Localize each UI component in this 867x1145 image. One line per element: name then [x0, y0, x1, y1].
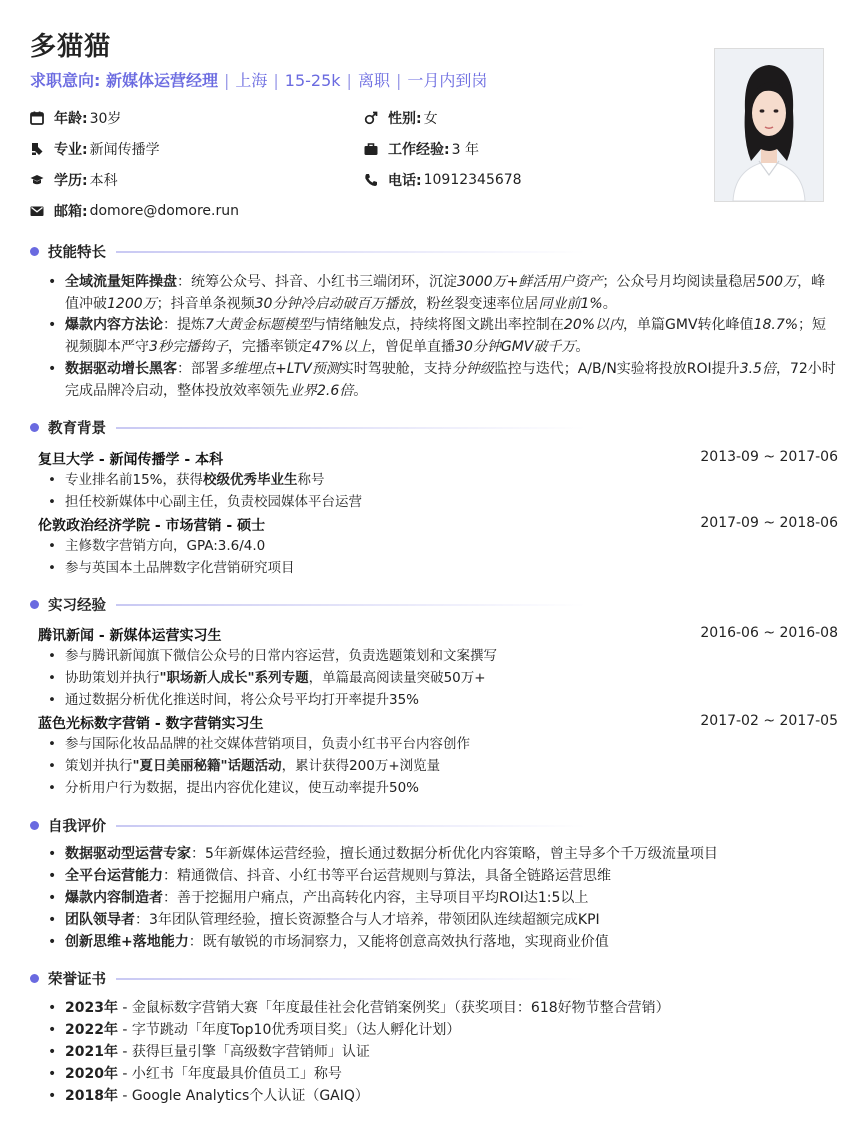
profile-photo: [714, 48, 824, 202]
section-dot: [30, 423, 39, 432]
info-label: 电话:: [388, 173, 422, 189]
bold-text: 全平台运营能力: [65, 868, 163, 884]
skill-item: [48, 272, 838, 315]
info-label: 年龄:: [54, 111, 88, 127]
job-intent-title: 求职意向: 新媒体运营经理: [30, 71, 218, 90]
gender-icon: [364, 111, 378, 125]
education-entry-fudan: [38, 449, 838, 469]
emphasis-text: 18.7%: [753, 317, 799, 334]
list-item: [48, 557, 828, 579]
text-segment: ；短视频脚本严守: [65, 317, 827, 356]
briefcase-icon: [364, 142, 378, 156]
section-title-education: [30, 417, 586, 438]
text-segment: 监控与迭代；A/B/N实验将投放ROI提升: [493, 360, 740, 377]
text-segment: - 金鼠标数字营销大赛「年度最佳社会化营销案例奖」（获奖项目：618好物节整合营销）: [117, 1000, 670, 1016]
honors-list: [48, 997, 828, 1107]
info-major: [30, 139, 160, 159]
section-dot: [30, 247, 39, 256]
text-segment: 策划并执行: [65, 758, 133, 774]
emphasis-text: 47%以上: [311, 339, 372, 356]
phone-icon: [364, 173, 378, 187]
text-segment: 参与腾讯新闻旗下微信公众号的日常内容运营，负责选题策划和文案撰写: [65, 648, 497, 664]
emphasis-text: 分钟级: [451, 360, 494, 377]
bold-text: 爆款内容制造者: [65, 890, 163, 906]
info-value: 女: [423, 111, 438, 127]
info-label: 性别:: [388, 111, 422, 127]
entry-date: 2017-02 ~ 2017-05: [700, 713, 838, 729]
honor-item: [48, 1019, 828, 1041]
graduation-cap-icon: [30, 173, 44, 187]
entry-date: 2017-09 ~ 2018-06: [700, 515, 838, 531]
info-value: 本科: [89, 173, 118, 189]
bold-text: 团队领导者: [65, 912, 135, 928]
honor-item: [48, 997, 828, 1019]
text-segment: ：3年团队管理经验，擅长资源整合与人才培养，带领团队连续超额完成KPI: [135, 912, 600, 928]
honor-item: [48, 1041, 828, 1063]
entry-date: 2016-06 ~ 2016-08: [700, 625, 838, 641]
bold-text: 数据驱动增长黑客: [65, 360, 177, 377]
job-intent: [30, 68, 487, 91]
section-title-self-eval: [30, 815, 586, 836]
section-divider: [116, 251, 586, 253]
section-label: 实习经验: [48, 598, 106, 614]
intent-location: 上海: [235, 71, 268, 90]
emphasis-text: 30分钟冷启动破百万播放: [254, 295, 413, 312]
info-age: [30, 108, 121, 128]
text-segment: - 字节跳动「年度Top10优秀项目奖」（达人孵化计划）: [117, 1022, 461, 1038]
bold-text: 2020年: [65, 1066, 118, 1082]
internship-bullets: [48, 733, 828, 799]
section-divider: [116, 604, 586, 606]
text-segment: ：既有敏锐的市场洞察力，又能将创意高效执行落地，实现商业价值: [188, 934, 609, 950]
skill-item: [48, 315, 838, 358]
section-divider: [116, 978, 586, 980]
avatar: [715, 49, 823, 201]
emphasis-text: 多维埋点+LTV预测: [219, 360, 340, 377]
info-label: 专业:: [54, 142, 88, 158]
section-label: 荣誉证书: [48, 972, 106, 988]
education-bullets: [48, 535, 828, 579]
text-segment: ，单篇GMV转化峰值: [623, 317, 754, 334]
book-icon: [30, 142, 44, 156]
info-label: 学历:: [54, 173, 88, 189]
text-segment: ，完播率锁定: [227, 339, 312, 356]
bold-text: 校级优秀毕业生: [203, 472, 298, 488]
internship-entry-tencent: [38, 625, 838, 645]
text-segment: ：提炼: [163, 317, 205, 334]
honor-item: [48, 1085, 828, 1107]
info-value: 30岁: [89, 111, 122, 127]
text-segment: ：善于挖掘用户痛点，产出高转化内容，主导项目平均ROI达1:5以上: [163, 890, 589, 906]
text-segment: - 小红书「年度最具价值员工」称号: [117, 1066, 342, 1082]
separator: |: [223, 71, 230, 90]
list-item: [48, 689, 828, 711]
emphasis-text: 3秒完播钩子: [149, 339, 228, 356]
bold-text: 2021年: [65, 1044, 118, 1060]
separator: |: [273, 71, 279, 90]
text-segment: ，曾促单直播: [371, 339, 456, 356]
self-eval-item: [48, 843, 828, 865]
entry-title: 蓝色光标数字营销 - 数字营销实习生: [38, 716, 264, 732]
candidate-name: 多猫猫: [30, 32, 112, 62]
list-item: [48, 777, 828, 799]
text-segment: 参与英国本土品牌数字化营销研究项目: [65, 560, 295, 576]
info-value: 新闻传播学: [89, 142, 160, 158]
section-label: 自我评价: [48, 819, 106, 835]
bold-text: "夏日美丽秘籍"话题活动: [132, 758, 282, 774]
text-segment: 担任校新媒体中心副主任，负责校园媒体平台运营: [65, 494, 362, 510]
text-segment: - 获得巨量引擎「高级数字营销师」认证: [117, 1044, 370, 1060]
section-dot: [30, 974, 39, 983]
emphasis-text: 1200万: [107, 295, 157, 312]
intent-salary: 15-25k: [284, 71, 341, 90]
skills-list: [48, 272, 838, 402]
text-segment: 专业排名前15%，获得: [65, 472, 204, 488]
list-item: [48, 755, 828, 777]
text-segment: ：统筹公众号、抖音、小红书三端闭环，沉淀: [177, 274, 457, 290]
self-eval-item: [48, 887, 828, 909]
bold-text: 创新思维+落地能力: [65, 934, 189, 950]
calendar-icon: [30, 111, 44, 125]
text-segment: 通过数据分析优化推送时间，将公众号平均打开率提升35%: [65, 692, 420, 708]
separator: |: [346, 71, 352, 90]
text-segment: 实时驾驶舱，支持: [339, 360, 452, 377]
emphasis-text: 3.5倍: [739, 360, 776, 377]
info-value: domore@domore.run: [89, 203, 239, 219]
internship-entry-bluefocus: [38, 713, 838, 733]
entry-date: 2013-09 ~ 2017-06: [700, 449, 838, 465]
emphasis-text: 30分钟GMV破千万: [455, 339, 576, 356]
text-segment: 称号: [297, 472, 325, 488]
emphasis-text: 3000万+鲜活用户资产: [457, 274, 603, 290]
emphasis-text: 20%以内: [563, 317, 624, 334]
bold-text: "职场新人成长"系列专题: [159, 670, 309, 686]
text-segment: 与情绪触发点，持续将图文跳出率控制在: [311, 317, 564, 334]
text-segment: 主修数字营销方向，GPA:3.6/4.0: [65, 538, 266, 554]
entry-title: 腾讯新闻 - 新媒体运营实习生: [38, 628, 222, 644]
separator: |: [395, 71, 402, 90]
section-label: 教育背景: [48, 421, 106, 437]
section-dot: [30, 821, 39, 830]
section-divider: [116, 825, 586, 827]
bold-text: 2018年: [65, 1088, 118, 1104]
text-segment: ，粉丝裂变速率位居: [412, 295, 539, 312]
info-education: [30, 170, 118, 190]
text-segment: ，累计获得200万+浏览量: [281, 758, 441, 774]
emphasis-text: 500万: [756, 274, 798, 290]
text-segment: 。: [353, 382, 368, 399]
info-label: 工作经验:: [388, 142, 450, 158]
mail-icon: [30, 204, 44, 218]
emphasis-text: 同业前1%: [538, 295, 603, 312]
text-segment: ，峰值冲破: [65, 274, 826, 312]
section-divider: [116, 427, 586, 429]
text-segment: ：5年新媒体运营经验，擅长通过数据分析优化内容策略，曾主导多个千万级流量项目: [191, 846, 718, 862]
honor-item: [48, 1063, 828, 1085]
bold-text: 2023年: [65, 1000, 118, 1016]
text-segment: ；抖音单条视频: [156, 295, 255, 312]
text-segment: 分析用户行为数据，提出内容优化建议，使互动率提升50%: [65, 780, 420, 796]
text-segment: 。: [575, 339, 590, 356]
list-item: [48, 469, 828, 491]
intent-availability: 一月内到岗: [407, 71, 488, 90]
education-entry-lse: [38, 515, 838, 535]
skill-item: [48, 359, 838, 402]
text-segment: ，单篇最高阅读量突破50万+: [308, 670, 486, 686]
text-segment: ：精通微信、抖音、小红书等平台运营规则与算法，具备全链路运营思维: [163, 868, 611, 884]
bold-text: 数据驱动型运营专家: [65, 846, 191, 862]
entry-title: 复旦大学 - 新闻传播学 - 本科: [38, 452, 224, 468]
bold-text: 爆款内容方法论: [65, 317, 163, 334]
text-segment: 协助策划并执行: [65, 670, 160, 686]
internship-bullets: [48, 645, 828, 711]
text-segment: ，72小时完成品牌冷启动，整体投放效率领先: [65, 360, 836, 399]
self-eval-item: [48, 909, 828, 931]
section-label: 技能特长: [48, 245, 106, 261]
info-label: 邮箱:: [54, 204, 88, 220]
info-value: 3 年: [451, 142, 479, 158]
info-experience: [364, 139, 479, 159]
list-item: [48, 645, 828, 667]
text-segment: ：部署: [177, 360, 219, 377]
section-dot: [30, 600, 39, 609]
info-phone: [364, 170, 522, 190]
emphasis-text: 业界2.6倍: [289, 382, 354, 399]
text-segment: ；公众号月均阅读量稳居: [602, 274, 757, 290]
self-eval-item: [48, 931, 828, 953]
info-value: 10912345678: [423, 172, 522, 188]
entry-title: 伦敦政治经济学院 - 市场营销 - 硕士: [38, 518, 266, 534]
emphasis-text: 7大黄金标题模型: [205, 317, 312, 334]
education-bullets: [48, 469, 828, 513]
intent-status: 离职: [357, 71, 390, 90]
self-eval-item: [48, 865, 828, 887]
list-item: [48, 535, 828, 557]
text-segment: - Google Analytics个人认证（GAIQ）: [117, 1088, 369, 1104]
list-item: [48, 667, 828, 689]
text-segment: 。: [602, 295, 617, 312]
bold-text: 全域流量矩阵操盘: [65, 274, 177, 290]
list-item: [48, 733, 828, 755]
bold-text: 2022年: [65, 1022, 118, 1038]
list-item: [48, 491, 828, 513]
info-gender: [364, 108, 438, 128]
self-eval-list: [48, 843, 828, 953]
info-email: [30, 201, 239, 221]
section-title-skills: [30, 241, 586, 262]
text-segment: 参与国际化妆品品牌的社交媒体营销项目，负责小红书平台内容创作: [65, 736, 470, 752]
section-title-honors: [30, 968, 586, 989]
section-title-internship: [30, 594, 586, 615]
